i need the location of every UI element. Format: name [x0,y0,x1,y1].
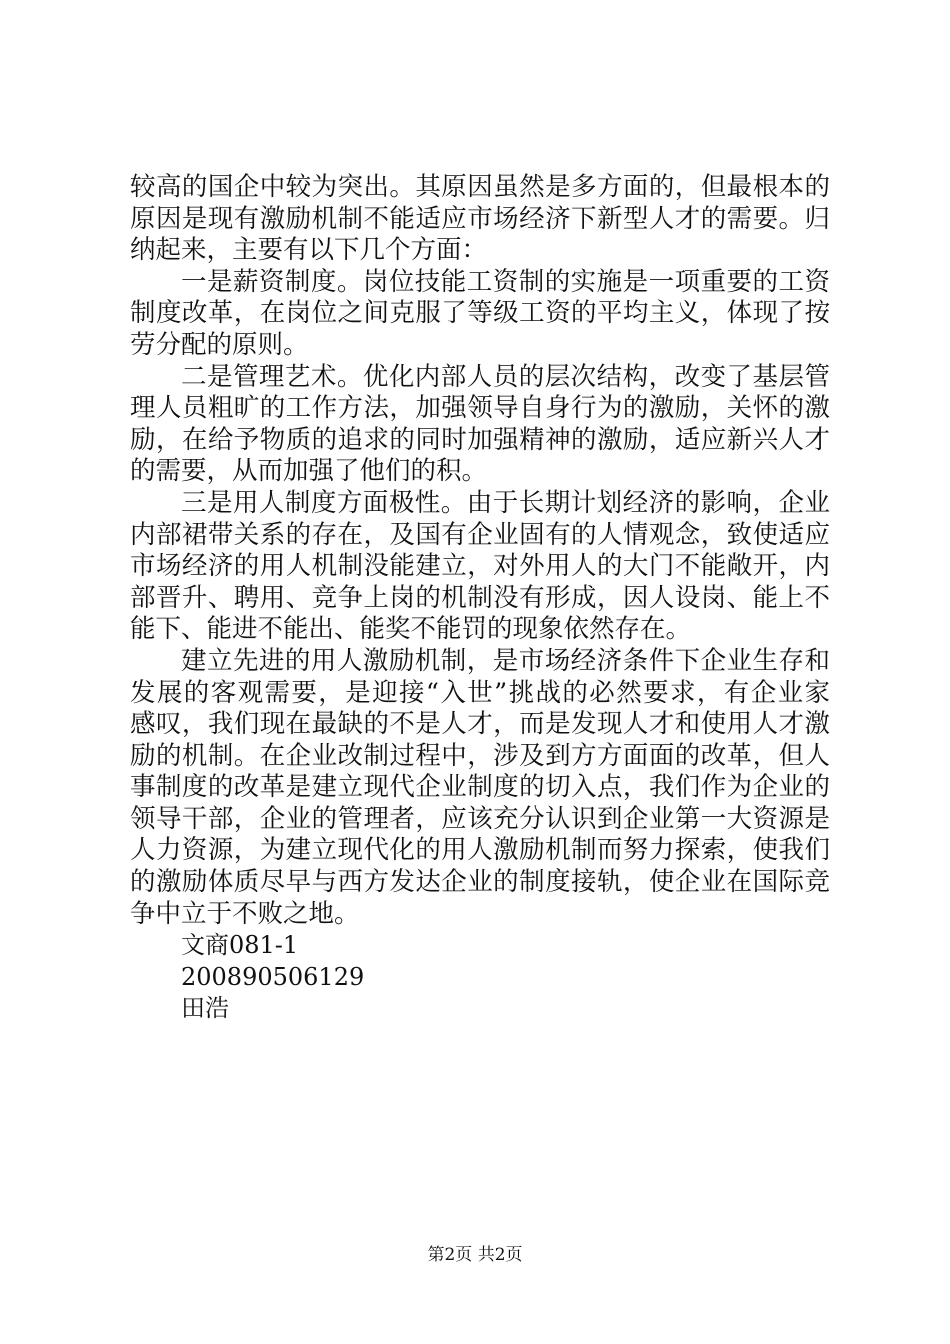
paragraph-2 [130,267,830,362]
text-line: 建立先进的用人激励机制，是市场经济条件下企业生存和 [181,645,830,676]
text-line: 较高的国企中较为突出。其原因虽然是多方面的，但最根本的 [130,172,830,202]
text-line: 纳起来，主要有以下几个方面： [130,235,488,266]
text-line: 制度改革，在岗位之间克服了等级工资的平均主义，体现了按 [130,298,830,329]
page-footer: 第2页 共2页 [427,1245,523,1265]
paragraph-4 [130,488,830,646]
document-body [130,172,830,1025]
text-line: 的需要，从而加强了他们的积。 [130,456,488,487]
text-line: 的激励体质尽早与西方发达企业的制度接轨，使企业在国际竞 [130,867,830,898]
text-line: 三是用人制度方面极性。由于长期计划经济的影响，企业 [181,487,830,518]
text-line: 一是薪资制度。岗位技能工资制的实施是一项重要的工资 [181,266,830,297]
text-line: 领导干部，企业的管理者，应该充分认识到企业第一大资源是 [130,803,830,834]
class-name: 文商081-1 [181,931,299,960]
paragraph-5 [130,646,830,930]
text-line: 二是管理艺术。优化内部人员的层次结构，改变了基层管 [181,361,830,392]
text-line: 争中立于不败之地。 [130,898,360,929]
text-line: 劳分配的原则。 [130,329,309,360]
text-line: 内部裙带关系的存在，及国有企业固有的人情观念，致使适应 [130,519,830,550]
text-line: 感叹，我们现在最缺的不是人才，而是发现人才和使用人才激 [130,709,830,740]
author-name: 田浩 [181,994,229,1023]
text-line: 事制度的改革是建立现代企业制度的切入点，我们作为企业的 [130,772,830,803]
text-line: 原因是现有激励机制不能适应市场经济下新型人才的需要。归 [130,203,830,234]
signature-block [130,930,830,1025]
text-line: 人力资源，为建立现代化的用人激励机制而努力探索，使我们 [130,835,830,866]
text-line: 发展的客观需要，是迎接“入世”挑战的必然要求，有企业家 [130,677,830,708]
paragraph-1 [130,172,830,267]
text-line: 能下、能进不能出、能奖不能罚的现象依然存在。 [130,614,692,645]
text-line: 市场经济的用人机制没能建立，对外用人的大门不能敞开，内 [130,551,830,582]
text-line: 励的机制。在企业改制过程中，涉及到方方面面的改革，但人 [130,740,830,771]
student-id: 200890506129 [181,962,365,991]
text-line: 理人员粗旷的工作方法，加强领导自身行为的激励，关怀的激 [130,393,830,424]
text-line: 部晋升、聘用、竞争上岗的机制没有形成，因人设岗、能上不 [130,582,830,613]
text-line: 励，在给予物质的追求的同时加强精神的激励，适应新兴人才 [130,424,830,455]
paragraph-3 [130,362,830,488]
